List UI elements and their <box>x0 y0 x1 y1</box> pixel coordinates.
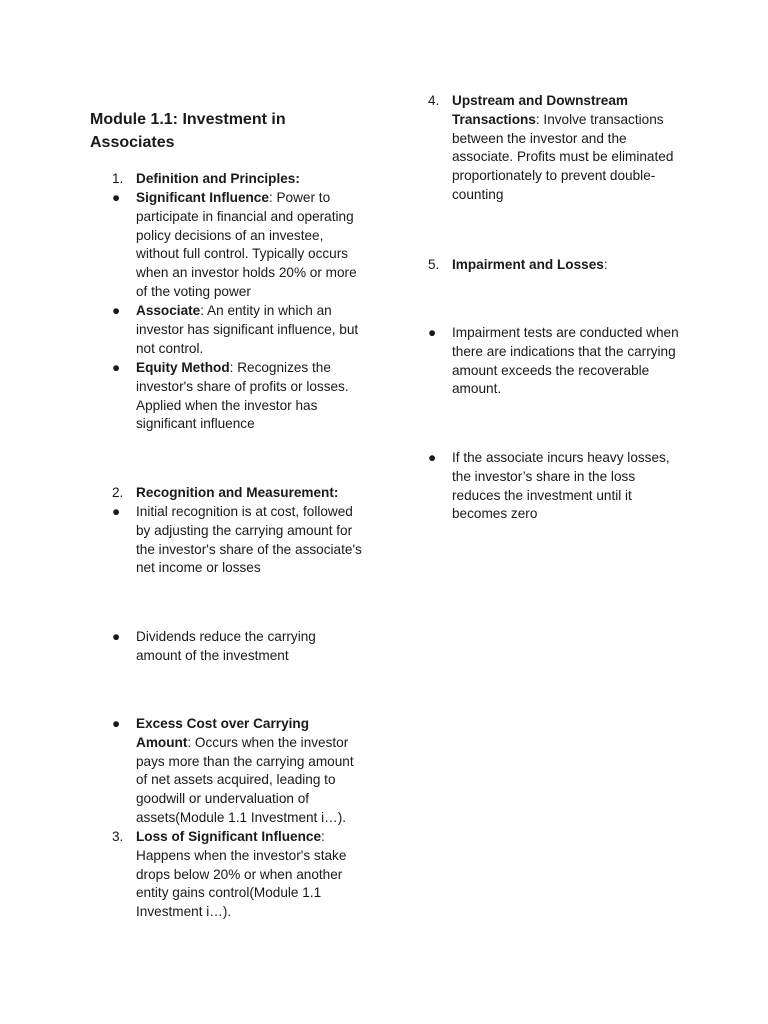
list-item-impairment <box>428 256 684 275</box>
bullet: ● <box>428 450 437 465</box>
body-text: Initial recognition is at cost, followed by adjusting the carrying amount for the investor's share of the associate's net income or losses <box>136 504 362 576</box>
term: Loss of Significant Influence <box>136 829 322 844</box>
term: Upstream and Downstream Transactions <box>452 93 629 127</box>
section-heading: Definition and Principles: <box>136 171 300 186</box>
term: Equity Method <box>136 360 230 375</box>
list-item-initial-recognition <box>112 503 362 578</box>
colon-text: : <box>603 257 608 272</box>
term: Significant Influence <box>136 190 269 205</box>
bullet: ● <box>112 190 121 205</box>
section-heading: Recognition and Measurement: <box>136 485 339 500</box>
section-heading: Impairment and Losses <box>452 257 604 272</box>
bullet: ● <box>428 325 437 340</box>
list-item-recognition <box>112 484 362 503</box>
list-item-heavy-losses <box>428 449 684 524</box>
list-item-upstream-downstream <box>428 92 684 205</box>
term: Associate <box>136 303 201 318</box>
list-item-associate <box>112 302 362 358</box>
term: Excess Cost over Carrying Amount <box>136 716 310 750</box>
definition-text: : Occurs when the investor pays more than the carrying amount of net assets acquired, leading to goodwill or undervaluation of assets(Module 1.1 Investment i…). <box>136 734 354 825</box>
list-item-excess-cost <box>112 715 362 828</box>
definition-text: : Recognizes the investor's share of profits or losses. Applied when the investor has significant influence <box>136 360 349 432</box>
bullet: ● <box>112 716 121 731</box>
list-number: 5. <box>428 257 440 272</box>
definition-text: : Happens when the investor's stake drops below 20% or when another entity gains control(Module 1.1 Investment i…). <box>136 829 347 920</box>
list-number: 3. <box>112 829 124 844</box>
list-item-equity-method <box>112 359 362 434</box>
definition-text: : Involve transactions between the investor and the associate. Profits must be eliminated proportionately to prevent double-counting <box>452 111 674 202</box>
definition-text: : Power to participate in financial and operating policy decisions of an investee, without full control. Typically occurs when an investor holds 20% or more of the voting power <box>136 190 357 299</box>
body-text: If the associate incurs heavy losses, the investor’s share in the loss reduces the investment until it becomes zero <box>452 450 670 522</box>
list-item-definition <box>112 170 352 189</box>
list-number: 1. <box>112 171 124 186</box>
list-item-significant-influence <box>112 189 362 302</box>
bullet: ● <box>112 360 121 375</box>
list-item-impairment-tests <box>428 324 684 399</box>
body-text: Dividends reduce the carrying amount of the investment <box>136 629 316 663</box>
list-item-loss-of-influence <box>112 828 362 922</box>
list-number: 4. <box>428 93 440 108</box>
bullet: ● <box>112 303 121 318</box>
body-text: Impairment tests are conducted when there are indications that the carrying amount exceeds the recoverable amount. <box>452 325 679 397</box>
list-item-dividends <box>112 628 362 666</box>
bullet: ● <box>112 629 121 644</box>
list-number: 2. <box>112 485 124 500</box>
bullet: ● <box>112 504 121 519</box>
definition-text: : An entity in which an investor has significant influence, but not control. <box>136 303 359 356</box>
page-title: Module 1.1: Investment in Associates <box>90 111 286 151</box>
